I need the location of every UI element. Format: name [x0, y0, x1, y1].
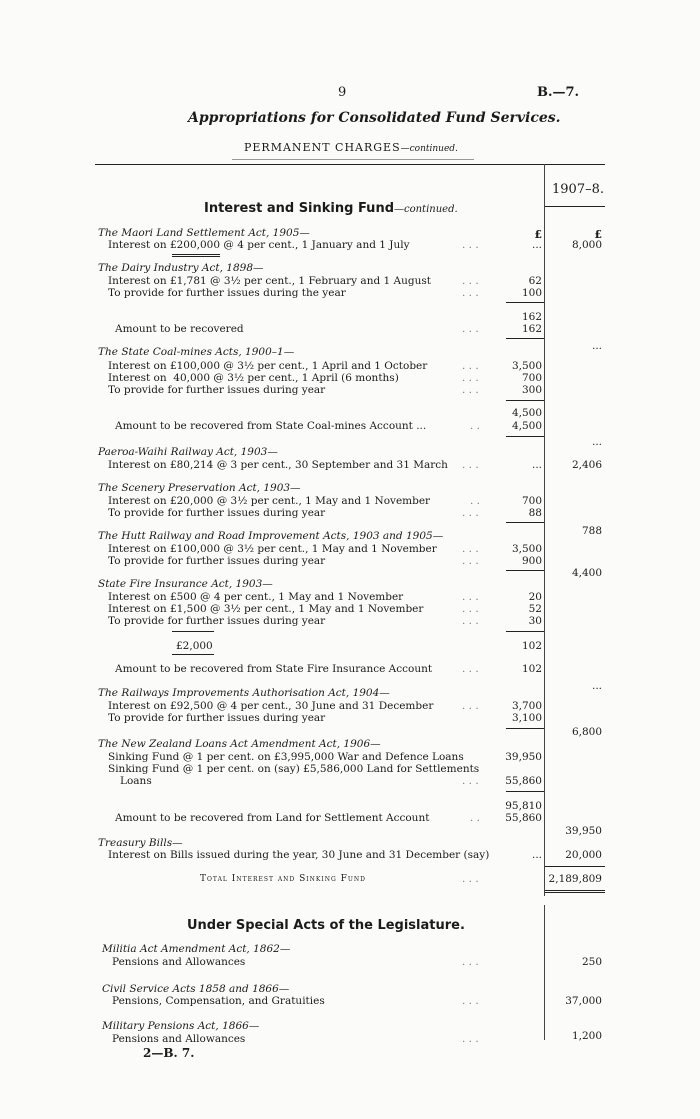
- entry-dairy-title: The Dairy Industry Act, 1898—: [98, 262, 264, 274]
- section-heading-special-acts: Under Special Acts of the Legislature.: [187, 918, 465, 933]
- entry-line: Sinking Fund @ 1 per cent. on £3,995,000 War and Defence Loans: [108, 751, 464, 763]
- sum-rule: [506, 338, 544, 339]
- entry-line: Pensions and Allowances: [112, 956, 246, 968]
- section-heading-interest: [204, 201, 458, 216]
- entry-line: Interest on £500 @ 4 per cent., 1 May and 1 November: [108, 591, 404, 603]
- entry-total: 20,000: [565, 849, 602, 861]
- sum-label-rule: [172, 631, 214, 632]
- leader-dots: . . .: [462, 873, 479, 885]
- entry-value: 900: [521, 555, 542, 567]
- leader-dots: . .: [470, 495, 481, 507]
- entry-recovered: 102: [521, 663, 542, 675]
- entry-value: 39,950: [505, 751, 542, 763]
- entry-total: 1,200: [571, 1030, 602, 1042]
- entry-maori-land-title: The Maori Land Settlement Act, 1905—: [98, 227, 310, 239]
- entry-total: 37,000: [565, 995, 602, 1007]
- entry-military-pensions-title: Military Pensions Act, 1866—: [102, 1020, 260, 1032]
- section-heading-continued: —continued.: [394, 204, 458, 215]
- leader-dots: . . .: [462, 555, 479, 567]
- leader-dots: . . .: [462, 1033, 479, 1045]
- entry-hutt-railway-title: The Hutt Railway and Road Improvement Acts, 1903 and 1905—: [98, 530, 444, 542]
- leader-dots: . . .: [462, 275, 479, 287]
- signature-mark: 2—B. 7.: [143, 1046, 195, 1060]
- section-heading-main: Interest and Sinking Fund: [204, 201, 394, 216]
- leader-dots: . . .: [462, 615, 479, 627]
- entry-civil-service-title: Civil Service Acts 1858 and 1866—: [102, 983, 290, 995]
- entry-total: ...: [591, 436, 602, 448]
- grand-total-value: 2,189,809: [548, 873, 602, 885]
- column-rule-left-lower: [544, 905, 545, 1040]
- entry-value: 700: [521, 372, 542, 384]
- entry-paeroa-title: Paeroa-Waihi Railway Act, 1903—: [98, 446, 278, 458]
- entry-scenery-title: The Scenery Preservation Act, 1903—: [98, 482, 301, 494]
- grand-total-rule-bottom: [545, 890, 605, 891]
- entry-line: To provide for further issues during year: [108, 507, 326, 519]
- sum-rule: [506, 631, 544, 632]
- column-heading-year: 1907–8.: [552, 182, 604, 197]
- entry-total: 8,000: [571, 239, 602, 251]
- entry-line: Interest on £92,500 @ 4 per cent., 30 June and 31 December: [108, 700, 434, 712]
- entry-value: 62: [528, 275, 542, 287]
- subtitle-main: PERMANENT CHARGES: [244, 141, 401, 154]
- entry-total: ...: [591, 340, 602, 352]
- page-subtitle: [244, 141, 458, 154]
- leader-dots: . . .: [462, 239, 479, 251]
- entry-recovered: 4,500: [511, 420, 542, 432]
- column-rule-left: [544, 164, 545, 896]
- entry-total: ...: [591, 680, 602, 692]
- entry-line: Interest on £20,000 @ 3½ per cent., 1 May and 1 November: [108, 495, 431, 507]
- entry-treasury-bills-title: Treasury Bills—: [98, 837, 183, 849]
- header-rule: [95, 164, 605, 165]
- entry-line: Interest on £80,214 @ 3 per cent., 30 September and 31 March: [108, 459, 448, 471]
- entry-militia-title: Militia Act Amendment Act, 1862—: [102, 943, 291, 955]
- leader-dots: . . .: [462, 507, 479, 519]
- entry-fire-insurance-title: State Fire Insurance Act, 1903—: [98, 578, 273, 590]
- entry-value: 300: [521, 384, 542, 396]
- sum-rule: [506, 570, 544, 571]
- entry-value: 3,700: [511, 700, 542, 712]
- entry-value: 700: [521, 495, 542, 507]
- entry-loans-act-title: The New Zealand Loans Act Amendment Act, 1906—: [98, 738, 381, 750]
- entry-line: To provide for further issues during year: [108, 384, 326, 396]
- subtitle-continued: —continued.: [400, 144, 458, 154]
- entry-value: 3,500: [511, 360, 542, 372]
- entry-value: 52: [528, 603, 542, 615]
- entry-line: To provide for further issues during year: [108, 615, 326, 627]
- entry-sum: 4,500: [511, 407, 542, 419]
- grand-total-rule-top: [545, 866, 605, 867]
- sum-rule: [506, 436, 544, 437]
- entry-coal-mines-title: The State Coal-mines Acts, 1900–1—: [98, 346, 295, 358]
- entry-value: 30: [528, 615, 542, 627]
- sum-rule: [506, 302, 544, 303]
- entry-recovered-label: Amount to be recovered from State Fire Insurance Account: [115, 663, 433, 675]
- leader-dots: . . .: [462, 603, 479, 615]
- entry-underline: [172, 254, 220, 255]
- entry-value: ...: [531, 239, 542, 251]
- entry-line: Interest on Bills issued during the year, 30 June and 31 December (say): [108, 849, 490, 861]
- entry-total: 6,800: [571, 726, 602, 738]
- sum-rule: [506, 522, 544, 523]
- entry-total: 4,400: [571, 567, 602, 579]
- leader-dots: . . .: [462, 591, 479, 603]
- leader-dots: . . .: [462, 700, 479, 712]
- entry-value: ...: [531, 849, 542, 861]
- entry-recovered-label: Amount to be recovered from Land for Settlement Account: [115, 812, 430, 824]
- entry-line: Interest on £1,500 @ 3½ per cent., 1 May and 1 November: [108, 603, 424, 615]
- entry-total: 788: [581, 525, 602, 537]
- subtitle-underline: [232, 159, 474, 160]
- entry-sum: 162: [521, 311, 542, 323]
- leader-dots: . .: [470, 420, 481, 432]
- entry-sum-label: £2,000: [176, 640, 213, 652]
- sum-rule: [506, 728, 544, 729]
- entry-line: Interest on 40,000 @ 3½ per cent., 1 April (6 months): [108, 372, 399, 384]
- sum-rule: [506, 791, 544, 792]
- column-heading-rule: [545, 206, 605, 207]
- grand-total-label: Total Interest and Sinking Fund: [200, 874, 366, 884]
- leader-dots: . . .: [462, 995, 479, 1007]
- entry-value: 88: [528, 507, 542, 519]
- sum-label-rule: [172, 654, 214, 655]
- entry-line: To provide for further issues during year: [108, 555, 326, 567]
- pound-sign-col1: £: [534, 228, 542, 241]
- leader-dots: . . .: [462, 459, 479, 471]
- entry-total: 2,406: [571, 459, 602, 471]
- entry-line: To provide for further issues during year: [108, 712, 326, 724]
- entry-total: 39,950: [565, 825, 602, 837]
- entry-value: 55,860: [505, 775, 542, 787]
- leader-dots: . . .: [462, 775, 479, 787]
- entry-line: To provide for further issues during the year: [108, 287, 346, 299]
- entry-value: ...: [531, 459, 542, 471]
- sum-rule: [506, 400, 544, 401]
- leader-dots: . . .: [462, 384, 479, 396]
- entry-railways-title: The Railways Improvements Authorisation Act, 1904—: [98, 687, 390, 699]
- page-number: 9: [338, 85, 347, 100]
- entry-line: Loans: [120, 775, 152, 787]
- page-title: Appropriations for Consolidated Fund Services.: [188, 110, 561, 126]
- leader-dots: . . .: [462, 956, 479, 968]
- leader-dots: . .: [470, 812, 481, 824]
- leader-dots: . . .: [462, 663, 479, 675]
- entry-line: Pensions and Allowances: [112, 1033, 246, 1045]
- entry-recovered: 55,860: [505, 812, 542, 824]
- entry-value: 100: [521, 287, 542, 299]
- entry-line: Pensions, Compensation, and Gratuities: [112, 995, 325, 1007]
- entry-recovered-label: Amount to be recovered from State Coal-mines Account ...: [115, 420, 427, 432]
- leader-dots: . . .: [462, 372, 479, 384]
- entry-underline: [172, 256, 220, 257]
- leader-dots: . . .: [462, 323, 479, 335]
- entry-sum: 102: [521, 640, 542, 652]
- entry-sum: 95,810: [505, 800, 542, 812]
- entry-value: 3,100: [511, 712, 542, 724]
- leader-dots: . . .: [462, 360, 479, 372]
- leader-dots: . . .: [462, 543, 479, 555]
- entry-line: Interest on £1,781 @ 3½ per cent., 1 February and 1 August: [108, 275, 431, 287]
- entry-line: Interest on £200,000 @ 4 per cent., 1 January and 1 July: [108, 239, 410, 251]
- document-reference: B.—7.: [537, 85, 580, 100]
- pound-sign-col2: £: [594, 228, 602, 241]
- entry-line: Sinking Fund @ 1 per cent. on (say) £5,586,000 Land for Settlements: [108, 763, 480, 775]
- entry-line: Interest on £100,000 @ 3½ per cent., 1 April and 1 October: [108, 360, 428, 372]
- entry-value: 20: [528, 591, 542, 603]
- entry-recovered-label: Amount to be recovered: [115, 323, 244, 335]
- entry-recovered: 162: [521, 323, 542, 335]
- leader-dots: . . .: [462, 287, 479, 299]
- entry-total: 250: [581, 956, 602, 968]
- entry-value: 3,500: [511, 543, 542, 555]
- grand-total-rule-bottom: [545, 892, 605, 893]
- entry-line: Interest on £100,000 @ 3½ per cent., 1 May and 1 November: [108, 543, 437, 555]
